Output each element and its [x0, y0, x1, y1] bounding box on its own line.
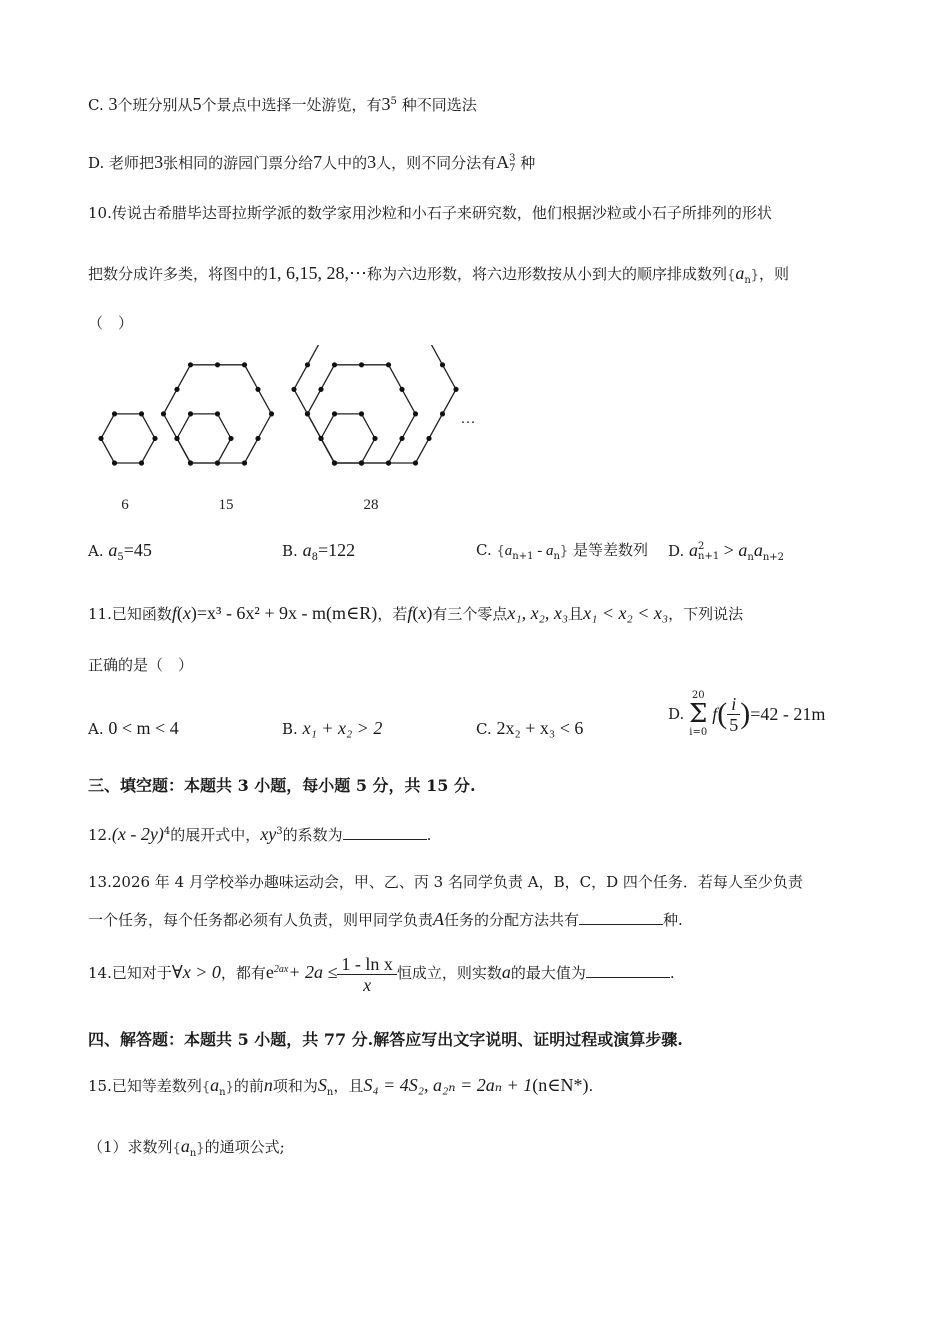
math-number: 3 [108, 94, 118, 114]
question-text: 已知对于 [111, 964, 172, 982]
pebble-dot [426, 436, 431, 441]
answer-blank[interactable] [586, 963, 670, 978]
pebble-dot [399, 387, 404, 392]
pebble-dot [188, 362, 193, 367]
frac-num: 1 - ln x [337, 954, 397, 975]
pebble-dot [228, 436, 233, 441]
math-expr: =45 [123, 540, 152, 560]
pebble-dot [188, 411, 193, 416]
brace-right: } [225, 1080, 234, 1095]
question-text: 称为六边形数，将六边形数按从小到大的顺序排成数列 [367, 265, 728, 283]
question-text: 已知函数 [111, 605, 172, 623]
section-4-title: 四、解答题：本题共 5 小题，共 77 分.解答应写出文字说明、证明过程或演算步骤. [88, 1030, 683, 1049]
q15-part1 [88, 1136, 285, 1164]
math-expr: + 2a ≤ [288, 962, 338, 982]
pebble-dot [215, 411, 220, 416]
math-subscript: 7 [509, 163, 516, 174]
q11-line2 [88, 655, 193, 675]
question-number: 15. [88, 1077, 112, 1095]
fraction [727, 694, 740, 735]
math-exponent: 4 [163, 826, 171, 837]
math-minus: - [533, 543, 546, 559]
pebble-dot [242, 362, 247, 367]
q10-option-b [282, 540, 355, 568]
math-var: a [545, 543, 554, 559]
pebble-dot [413, 460, 418, 465]
text: 种不同选法 [401, 96, 477, 114]
q13-line1 [88, 872, 803, 892]
question-text: 有三个零点 [432, 605, 508, 623]
math-var: a [210, 1075, 220, 1095]
option-label: C. [88, 96, 104, 114]
frac-den: x [363, 974, 372, 995]
question-number: 14. [88, 964, 112, 982]
question-text: ，且 [333, 1077, 364, 1095]
math-paren: ( [176, 603, 183, 623]
option-label: A. [88, 542, 104, 560]
question-text: 传说古希腊毕达哥拉斯学派的数学家用沙粒和小石子来研究数，他们根据沙粒或小石子所排列的形状 [111, 204, 772, 222]
pebble-dot [269, 411, 274, 416]
math-expr: =42 - 21m [750, 704, 826, 724]
math-expr: ∀x > 0 [171, 962, 221, 982]
pebble-dot [332, 411, 337, 416]
question-text: 项和为 [272, 1077, 318, 1095]
frac-num: i [727, 694, 740, 715]
math-subscript: 8 [311, 552, 318, 563]
question-text: 正确的是（ ） [88, 656, 194, 674]
math-subscript: n [219, 1087, 226, 1098]
pebble-dot [359, 460, 364, 465]
q10-line2 [88, 263, 789, 291]
math-number: 3 [154, 152, 164, 172]
pebble-dot [161, 411, 166, 416]
math-subscript: n [553, 551, 560, 562]
brace-right: } [196, 1141, 205, 1156]
question-text: 且 [568, 605, 584, 623]
pebble-dot [453, 387, 458, 392]
math-symbol: A [496, 152, 510, 172]
pebble-dot [112, 460, 117, 465]
math-subscript: 5 [117, 552, 124, 563]
math-var: a [504, 543, 513, 559]
q11-option-d [668, 690, 825, 744]
answer-paren: （ ） [88, 314, 134, 332]
math-number: 3 [367, 152, 377, 172]
pebble-dot [215, 362, 220, 367]
math-paren: ( [412, 603, 419, 623]
math-e: e [265, 962, 274, 982]
pebble-dot [413, 411, 418, 416]
q14 [88, 948, 675, 995]
question-number: 13. [88, 873, 112, 891]
q11-line1 [88, 603, 743, 624]
math-var: x [418, 603, 427, 623]
math-paren: ) [740, 697, 751, 730]
brace-right: } [559, 544, 569, 559]
math-subscript: n [744, 275, 751, 286]
q15 [88, 1075, 593, 1103]
pebble-dot [318, 436, 323, 441]
math-expr: x₁ < x₂ < x₃ [583, 603, 669, 623]
math-var: A [433, 909, 445, 929]
answer-blank[interactable] [579, 910, 663, 925]
question-text: ，则 [759, 265, 790, 283]
pebble-dot [318, 387, 323, 392]
option-label: D. [668, 542, 685, 560]
math-var: S [317, 1075, 327, 1095]
question-text: . [669, 964, 675, 982]
question-text: 的通项公式; [204, 1138, 285, 1156]
text: 个景点中选择一处游览，有 [201, 96, 382, 114]
question-text: 把数分成许多类，将图中的 [88, 265, 269, 283]
hexagon-figure [95, 345, 495, 515]
option-label: C. [476, 720, 492, 738]
math-exponent: 2ax [273, 964, 289, 975]
pebble-dot [386, 362, 391, 367]
math-number: 5 [192, 94, 202, 114]
question-text: ，若 [377, 605, 408, 623]
math-expr: x₁, x₂, x₃ [507, 603, 569, 623]
fraction [337, 954, 397, 995]
question-number: 10. [88, 204, 112, 222]
math-paren: ) [190, 603, 197, 623]
q9-option-d [88, 152, 535, 174]
question-text: 的最大值为 [510, 964, 586, 982]
question-text: 已知等差数列 [111, 1077, 202, 1095]
math-var: a [738, 540, 748, 560]
q11-option-b [282, 718, 382, 739]
text: 是等差数列 [572, 541, 648, 559]
math-var: a [180, 1136, 190, 1156]
math-expr: xy [260, 824, 277, 844]
pebble-dot [139, 411, 144, 416]
math-var: n [263, 1075, 273, 1095]
question-text: . [426, 826, 432, 844]
option-label: D. [668, 705, 685, 723]
q13-line2 [88, 909, 683, 930]
pebble-dot [255, 436, 260, 441]
question-number: 12. [88, 826, 112, 844]
pebble-dot [98, 436, 103, 441]
sum-lower: i=0 [689, 727, 708, 738]
q12 [88, 822, 431, 845]
question-text: . [588, 1077, 594, 1095]
figure-label-28: 28 [363, 497, 379, 513]
math-sequence: 1, 6,15, 28,⋯ [268, 263, 368, 283]
q11-option-a [88, 718, 179, 739]
pebble-dot [305, 411, 310, 416]
option-label: C. [476, 541, 492, 559]
math-subscript: n+2 [762, 552, 785, 563]
text: 种 [520, 154, 536, 172]
math-subscript: n+1 [512, 551, 534, 562]
text: 人，则不同分法有 [376, 154, 497, 172]
pebble-dot [174, 436, 179, 441]
figure-label-15: 15 [218, 497, 234, 513]
q9-option-c [88, 92, 477, 115]
pebble-dot [291, 387, 296, 392]
question-text: 任务的分配方法共有 [444, 911, 580, 929]
pebble-dot [139, 460, 144, 465]
question-text: 恒成立，则实数 [396, 964, 502, 982]
math-subscript: n [326, 1087, 334, 1098]
hexagon-outline [294, 345, 456, 463]
question-text: 一个任务，每个任务都必须有人负责，则甲同学负责 [88, 911, 434, 929]
q10-option-c [476, 540, 648, 567]
math-func: f [171, 603, 177, 623]
question-text: ，都有 [220, 964, 266, 982]
brace-left: { [201, 1080, 211, 1095]
pebble-dot [215, 460, 220, 465]
pebble-dot [332, 362, 337, 367]
pebble-dot [359, 411, 364, 416]
math-exponent: 2 [698, 541, 705, 552]
section-3-title: 三、填空题：本题共 3 小题，每小题 5 分，共 15 分. [88, 776, 476, 795]
q10-paren [88, 313, 133, 333]
question-text: 的系数为 [282, 826, 343, 844]
math-var: a [735, 263, 745, 283]
q11-option-c [476, 718, 583, 739]
text: 个班分别从 [117, 96, 193, 114]
option-label: D. [88, 154, 105, 172]
math-expr: =122 [317, 540, 356, 560]
math-paren: ) [426, 603, 433, 623]
question-text: 2026 年 4 月学校举办趣味运动会，甲、乙、丙 3 名同学负责 A，B，C，D 四个任务．若每人至少负责 [111, 873, 803, 891]
pebble-dot [255, 387, 260, 392]
math-exponent: 5 [390, 96, 397, 107]
q10-option-a [88, 540, 152, 568]
pebble-dot [440, 362, 445, 367]
math-subscript: n+1 [698, 551, 720, 562]
answer-blank[interactable] [343, 825, 427, 840]
math-var: a [753, 540, 763, 560]
question-text: 的前 [233, 1077, 264, 1095]
math-paren: ( [717, 697, 728, 730]
pebble-dot [174, 387, 179, 392]
pebble-dot [372, 436, 377, 441]
q10-line1 [88, 203, 772, 223]
math-var: a [302, 540, 312, 560]
math-subscript: n [189, 1148, 197, 1159]
pebble-dot [305, 362, 310, 367]
question-number: 11. [88, 605, 112, 623]
math-expr: S₄ = 4S₂, a₂ₙ = 2aₙ + 1 [363, 1075, 533, 1095]
q10-option-d [668, 540, 784, 568]
math-condition: (n∈N*) [532, 1075, 589, 1095]
pebble-dot [152, 436, 157, 441]
math-condition: (m∈R) [325, 603, 378, 623]
figure-label-6: 6 [121, 497, 129, 513]
pebble-dot [188, 460, 193, 465]
math-func: f [407, 603, 413, 623]
math-gt: > [719, 540, 739, 560]
question-text: 种. [663, 911, 683, 929]
math-number: 3 [381, 94, 391, 114]
text: 张相同的游园门票分给 [163, 154, 314, 172]
math-var: a [501, 962, 511, 982]
pebble-dot [242, 460, 247, 465]
frac-den: 5 [729, 714, 739, 735]
brace-left: { [496, 544, 505, 559]
math-exponent: 3 [509, 153, 516, 164]
text: 老师把 [109, 154, 155, 172]
option-label: A. [88, 720, 104, 738]
math-number: 7 [313, 152, 323, 172]
question-text: ，下列说法 [668, 605, 744, 623]
text: 人中的 [322, 154, 368, 172]
math-func: f [712, 704, 718, 724]
figure-ellipsis: ··· [460, 415, 476, 431]
option-label: B. [282, 542, 298, 560]
hexagon-outline [321, 414, 375, 463]
math-var: a [689, 540, 699, 560]
option-label: B. [282, 720, 298, 738]
math-var: x [182, 603, 191, 623]
brace-left: { [172, 1141, 181, 1156]
question-text: 的展开式中， [170, 826, 261, 844]
pebble-dot [332, 460, 337, 465]
pebble-dot [112, 411, 117, 416]
sum-upper: 20 [691, 690, 705, 701]
sigma-symbol: Σ [689, 699, 708, 729]
math-expr: x₁ + x₂ > 2 [302, 718, 383, 738]
math-expr: 0 < m < 4 [108, 718, 179, 738]
hexagon-outline [177, 414, 231, 463]
hexagon-outline [101, 414, 155, 463]
brace-left: { [727, 268, 736, 283]
math-expr: (x - 2y) [111, 824, 164, 844]
math-expr: 2x₂ + x₃ < 6 [496, 718, 584, 738]
math-subscript: n [747, 552, 754, 563]
summation [689, 690, 707, 738]
math-expr: =x³ - 6x² + 9x - m [196, 603, 326, 623]
math-exponent: 3 [276, 826, 283, 837]
pebble-dot [359, 362, 364, 367]
pebble-dot [386, 460, 391, 465]
pebble-dot [440, 411, 445, 416]
pebble-dot [399, 436, 404, 441]
brace-right: } [750, 268, 760, 283]
math-var: a [108, 540, 118, 560]
question-text: （1）求数列 [88, 1138, 173, 1156]
